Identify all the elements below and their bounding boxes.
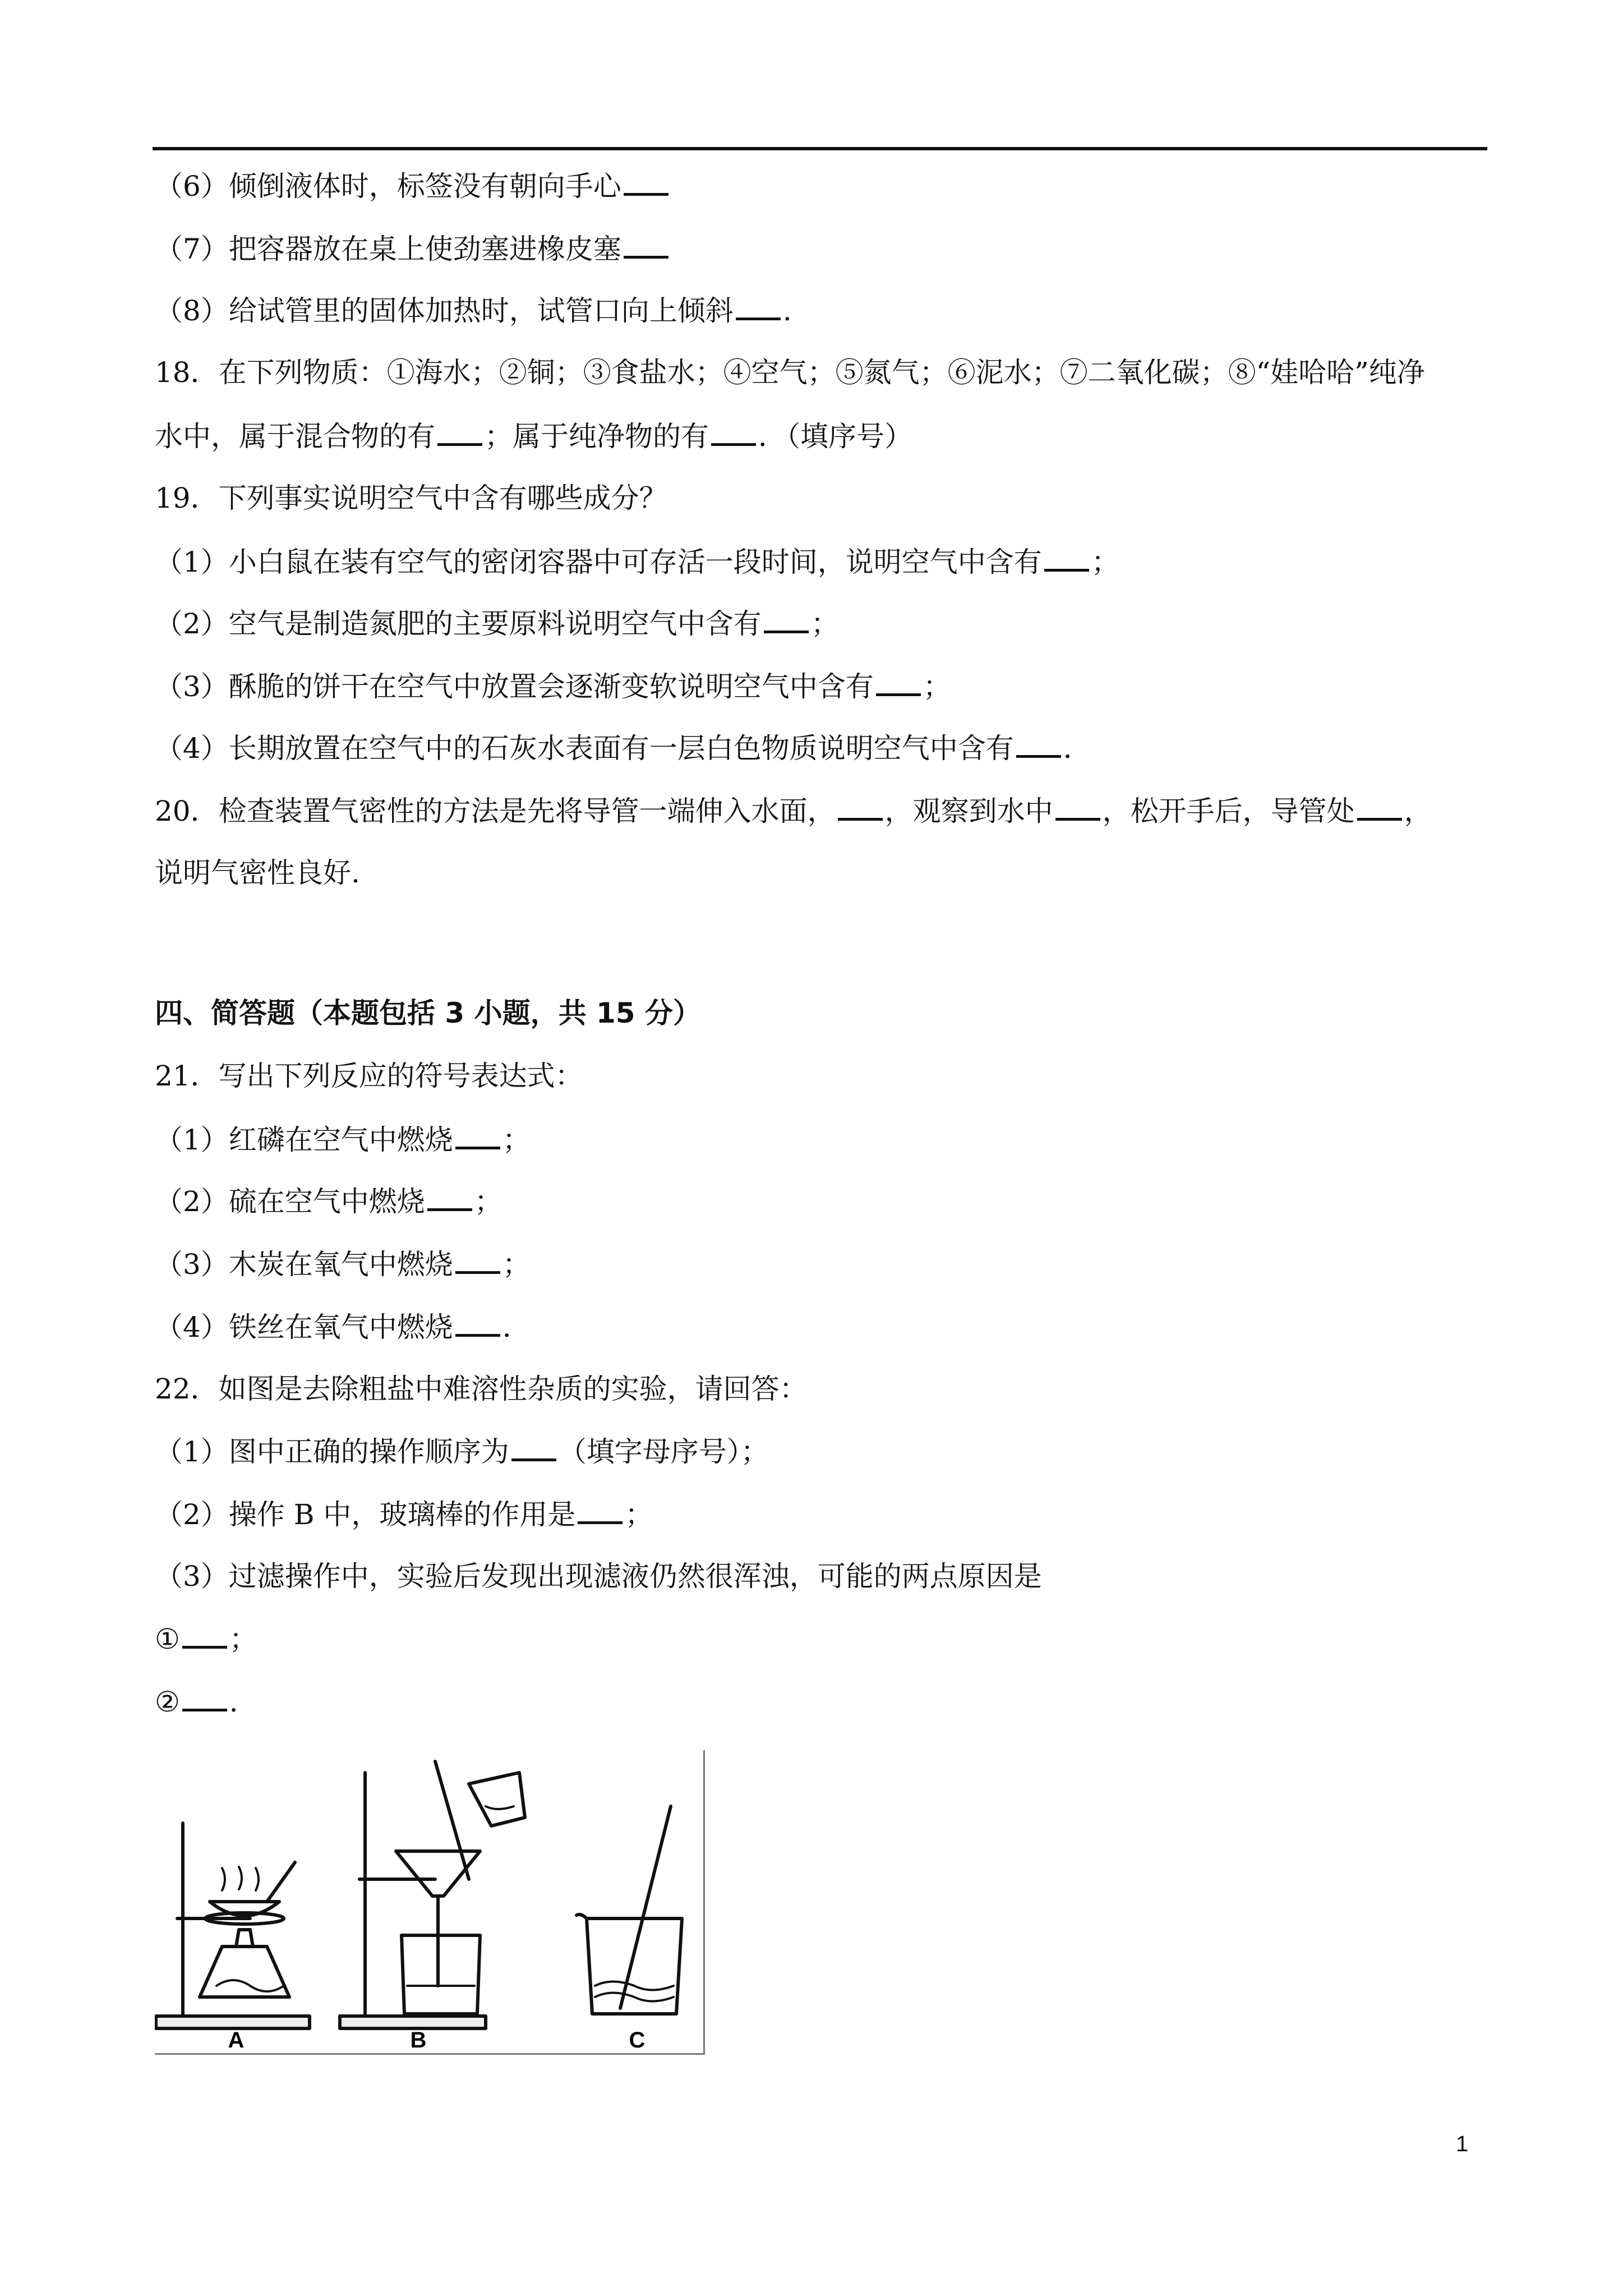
- lab-apparatus-illustration: [155, 1750, 703, 2053]
- answer-blank[interactable]: [578, 1497, 623, 1524]
- answer-blank[interactable]: [455, 1246, 500, 1274]
- label-b: B: [410, 2028, 427, 2053]
- q21-item-1: （1）红磷在空气中燃烧 ；: [155, 1122, 531, 1157]
- answer-blank[interactable]: [1357, 793, 1402, 821]
- q20-stem: 20．检查装置气密性的方法是先将导管一端伸入水面， ，观察到水中 ，松开手后，导管处 ，: [155, 793, 1432, 828]
- answer-blank[interactable]: [624, 168, 668, 196]
- evaporation-apparatus: [156, 1823, 310, 2028]
- q22-item-2: （2）操作 B 中，玻璃棒的作用是 ；: [155, 1497, 653, 1531]
- answer-blank[interactable]: [437, 418, 482, 446]
- answer-blank[interactable]: [736, 293, 781, 320]
- q21-item-2: （2）硫在空气中燃烧 ；: [155, 1184, 502, 1218]
- q17-item-8: （8）给试管里的固体加热时，试管口向上倾斜 .: [155, 293, 792, 328]
- q17-item-6: （6）倾倒液体时，标签没有朝向手心: [155, 168, 671, 203]
- label-a: A: [228, 2028, 245, 2053]
- answer-blank[interactable]: [1016, 730, 1061, 758]
- q21-stem: 21．写出下列反应的符号表达式：: [155, 1060, 583, 1092]
- answer-blank[interactable]: [427, 1184, 472, 1211]
- answer-blank[interactable]: [182, 1621, 227, 1649]
- answer-blank[interactable]: [838, 793, 883, 821]
- label-c: C: [629, 2028, 645, 2053]
- answer-blank[interactable]: [455, 1309, 500, 1337]
- q22-reason-1: ① ；: [155, 1621, 257, 1656]
- header-rule: [153, 147, 1487, 150]
- q22-stem: 22．如图是去除粗盐中难溶性杂质的实验，请回答：: [155, 1373, 808, 1405]
- answer-blank[interactable]: [455, 1122, 500, 1149]
- beaker-with-glass-rod: [577, 1806, 682, 2014]
- q19-stem: 19．下列事实说明空气中含有哪些成分？: [155, 482, 667, 514]
- q20-stem-cont: 说明气密性良好.: [155, 857, 360, 889]
- q19-item-2: （2）空气是制造氮肥的主要原料说明空气中含有 ；: [155, 606, 839, 641]
- q17-item-7: （7）把容器放在桌上使劲塞进橡皮塞: [155, 231, 671, 266]
- answer-blank[interactable]: [1044, 544, 1089, 572]
- answer-blank[interactable]: [511, 1434, 556, 1461]
- answer-blank[interactable]: [764, 606, 809, 633]
- filtration-apparatus: [340, 1761, 525, 2028]
- answer-blank[interactable]: [182, 1684, 227, 1711]
- answer-blank[interactable]: [876, 669, 921, 696]
- q19-item-4: （4）长期放置在空气中的石灰水表面有一层白色物质说明空气中含有 ．: [155, 730, 1091, 765]
- answer-blank[interactable]: [711, 418, 756, 446]
- q18-stem-cont: 水中，属于混合物的有 ；属于纯净物的有 ．（填序号）: [155, 418, 912, 453]
- q22-item-1: （1）图中正确的操作顺序为 （填字母序号）；: [155, 1434, 769, 1469]
- q19-item-3: （3）酥脆的饼干在空气中放置会逐渐变软说明空气中含有 ；: [155, 669, 951, 703]
- q22-item-3: （3）过滤操作中，实验后发现出现滤液仍然很浑浊，可能的两点原因是: [155, 1560, 1042, 1593]
- q22-reason-2: ② ．: [155, 1684, 257, 1719]
- q18-stem: 18．在下列物质：①海水；②铜；③食盐水；④空气；⑤氮气；⑥泥水；⑦二氧化碳；⑧“娃哈哈”纯净: [155, 356, 1425, 389]
- answer-blank[interactable]: [1055, 793, 1100, 821]
- section-heading: 四、简答题（本题包括 3 小题，共 15 分）: [155, 997, 701, 1029]
- q21-item-3: （3）木炭在氧气中燃烧 ；: [155, 1246, 531, 1281]
- experiment-figure: [155, 1750, 705, 2055]
- q21-item-4: （4）铁丝在氧气中燃烧 ．: [155, 1309, 531, 1344]
- answer-blank[interactable]: [624, 231, 668, 259]
- page-number: 1: [1456, 2132, 1469, 2156]
- q19-item-1: （1）小白鼠在装有空气的密闭容器中可存活一段时间，说明空气中含有 ；: [155, 544, 1119, 579]
